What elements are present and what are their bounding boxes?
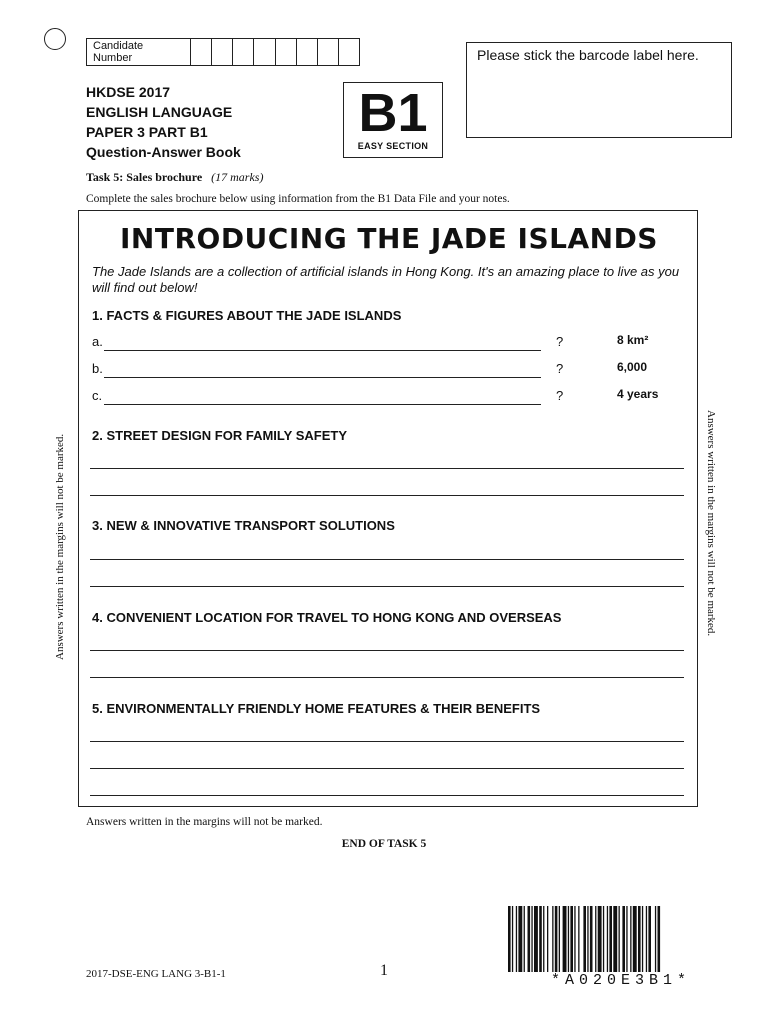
fact-answer-line[interactable] — [104, 377, 541, 378]
barcode-bar — [552, 906, 553, 972]
task-marks: (17 marks) — [211, 170, 264, 184]
footer-code: 2017-DSE-ENG LANG 3-B1-1 — [86, 968, 226, 980]
answer-line[interactable] — [90, 586, 684, 587]
candidate-digit-cell[interactable] — [297, 39, 318, 65]
candidate-digit-cell[interactable] — [233, 39, 254, 65]
answer-line[interactable] — [90, 741, 684, 742]
barcode-bar — [543, 906, 544, 972]
exam-subject: ENGLISH LANGUAGE — [86, 104, 233, 120]
candidate-digit-cell[interactable] — [276, 39, 297, 65]
exam-year: HKDSE 2017 — [86, 84, 171, 100]
answer-line[interactable] — [90, 650, 684, 651]
section-heading-environment: 5. ENVIRONMENTALLY FRIENDLY HOME FEATURES & THEIR BENEFITS — [92, 701, 541, 716]
barcode-bar — [587, 906, 588, 972]
barcode-bar — [568, 906, 569, 972]
candidate-digit-cell[interactable] — [191, 39, 212, 65]
barcode-bar — [598, 906, 602, 972]
barcode-bar — [626, 906, 627, 972]
fact-value: 6,000 — [617, 360, 648, 374]
barcode-bar — [512, 906, 513, 972]
margin-warning-left: Answers written in the margins will not be marked. — [54, 433, 66, 660]
barcode-bar — [547, 906, 548, 972]
barcode-bar — [613, 906, 617, 972]
barcode-bar — [658, 906, 661, 972]
fact-value: 4 years — [617, 387, 659, 401]
barcode-label-text: Please stick the barcode label here. — [477, 47, 699, 63]
answer-line[interactable] — [90, 768, 684, 769]
answer-line[interactable] — [90, 495, 684, 496]
candidate-digit-cell[interactable] — [339, 39, 359, 65]
barcode-bar — [518, 906, 522, 972]
fact-letter: c. — [92, 388, 103, 403]
candidate-number-box — [86, 38, 360, 66]
fact-letter: a. — [92, 334, 103, 349]
end-of-task: END OF TASK 5 — [341, 838, 427, 850]
barcode-bar — [534, 906, 538, 972]
barcode-text: *A020E3B1* — [550, 972, 691, 989]
section-heading-transport: 3. NEW & INNOVATIVE TRANSPORT SOLUTIONS — [92, 518, 395, 533]
brochure-frame — [78, 210, 698, 807]
barcode-bar — [524, 906, 525, 972]
task-title-line — [86, 170, 263, 185]
barcode-bar — [574, 906, 575, 972]
brochure-intro: The Jade Islands are a collection of artificial islands in Hong Kong. It's an amazing place to live as you will find out below! — [92, 264, 680, 295]
task-title: Task 5: Sales brochure — [86, 170, 203, 184]
barcode-bar — [642, 906, 643, 972]
candidate-digit-cell[interactable] — [254, 39, 275, 65]
barcode-label-box — [466, 42, 732, 138]
answer-line[interactable] — [90, 559, 684, 560]
barcode-bar — [619, 906, 620, 972]
barcode-bar — [648, 906, 651, 972]
barcode-bar — [633, 906, 637, 972]
section-box — [343, 82, 443, 158]
fact-question-mark: ? — [556, 388, 564, 403]
margin-warning-right: Answers written in the margins will not be marked. — [705, 410, 717, 637]
candidate-digit-cell[interactable] — [318, 39, 339, 65]
exam-paper: PAPER 3 PART B1 — [86, 124, 208, 140]
exam-header — [86, 82, 241, 162]
barcode-bar — [516, 906, 517, 972]
answer-line[interactable] — [90, 795, 684, 796]
barcode-bar — [583, 906, 586, 972]
barcode-bar — [539, 906, 542, 972]
section-name: EASY SECTION — [357, 141, 429, 151]
barcode-bar — [590, 906, 593, 972]
section-heading-street: 2. STREET DESIGN FOR FAMILY SAFETY — [92, 428, 347, 443]
barcode-bar — [603, 906, 604, 972]
barcode-bar — [559, 906, 560, 972]
barcode-image — [508, 906, 734, 972]
barcode-bar — [508, 906, 511, 972]
fact-value: 8 km² — [617, 333, 649, 347]
barcode-bar — [570, 906, 573, 972]
barcode-bar — [555, 906, 558, 972]
fact-answer-line[interactable] — [104, 404, 541, 405]
candidate-number-label: Candidate Number — [87, 39, 191, 65]
answer-line[interactable] — [90, 677, 684, 678]
fact-question-mark: ? — [556, 361, 564, 376]
section-code: B1 — [358, 83, 428, 143]
section-heading-facts: 1. FACTS & FIGURES ABOUT THE JADE ISLANDS — [92, 308, 402, 323]
section-heading-location: 4. CONVENIENT LOCATION FOR TRAVEL TO HONG KONG AND OVERSEAS — [92, 610, 562, 625]
barcode-bar — [646, 906, 647, 972]
task-instruction: Complete the sales brochure below using information from the B1 Data File and your notes. — [86, 193, 510, 205]
barcode-bar — [630, 906, 631, 972]
barcode-bar — [622, 906, 625, 972]
barcode-bar — [578, 906, 579, 972]
exam-book-type: Question-Answer Book — [86, 144, 241, 160]
corner-circle — [44, 28, 66, 50]
page-number: 1 — [380, 962, 388, 979]
barcode-bar — [609, 906, 612, 972]
fact-answer-line[interactable] — [104, 350, 541, 351]
brochure-title: INTRODUCING THE JADE ISLANDS — [120, 222, 658, 255]
barcode-bar — [607, 906, 608, 972]
candidate-digit-cell[interactable] — [212, 39, 233, 65]
margin-warning-bottom: Answers written in the margins will not be marked. — [86, 816, 323, 828]
barcode-bar — [528, 906, 531, 972]
barcode-bar — [531, 906, 532, 972]
barcode-bar — [638, 906, 641, 972]
barcode-bar — [595, 906, 596, 972]
fact-letter: b. — [92, 361, 103, 376]
fact-question-mark: ? — [556, 334, 564, 349]
answer-line[interactable] — [90, 468, 684, 469]
barcode-bar — [655, 906, 656, 972]
barcode-bar — [563, 906, 567, 972]
